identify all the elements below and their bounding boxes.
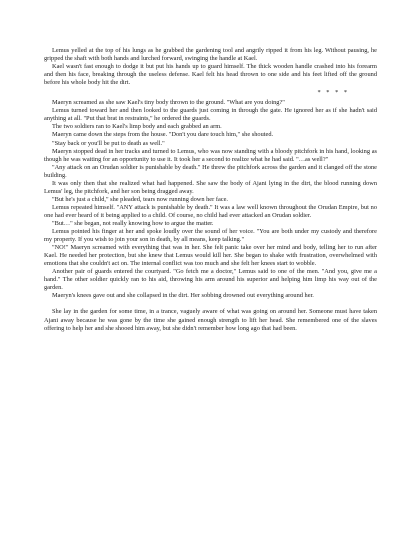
paragraph: Maeryn screamed as she saw Kael's tiny body thrown to the ground. "What are you doing?" <box>52 99 285 107</box>
paragraph: Lemus yelled at the top of his lungs as he grabbed the gardening tool and angrily ripped it from his leg. Without pausing, he gripped the shaft with both hands and lurched forward, swinging the handle at Kael. <box>44 47 377 63</box>
paragraph: Maeryn's knees gave out and she collapsed in the dirt. Her sobbing drowned out everything around her. <box>52 292 314 300</box>
paragraph: The two soldiers ran to Kael's limp body and each grabbed an arm. <box>52 123 222 131</box>
paragraph: She lay in the garden for some time, in a trance, vaguely aware of what was going on around her. Someone must have taken Ajani away because he was gone by the time she gained enough strength to lift her head. She remembered one of the slaves offering to help her and she shooed him away, but she didn't remember how long ago that had been. <box>44 308 377 332</box>
paragraph: Lemus repeated himself. "ANY attack is punishable by death." It was a law well known throughout the Orudan Empire, but no one had ever heard of it being applied to a child. Of course, no child had ever attacked an Orudan soldier. <box>44 203 377 219</box>
paragraph: "Any attack on an Orudan soldier is punishable by death." He threw the pitchfork across the garden and it clanged off the stone building. <box>44 163 377 179</box>
paragraph: Lemus turned toward her and then looked to the guards just coming in through the gate. He ignored her as if she hadn't said anything at all. "Put that brat in restraints," he ordered the guards. <box>44 107 377 123</box>
paragraph: Maeryn came down the steps from the house. "Don't you dare touch him," she shouted. <box>52 131 274 139</box>
paragraph: "But…" she began, not really knowing how to argue the matter. <box>52 219 214 227</box>
paragraph: "But he's just a child," she pleaded, tears now running down her face. <box>52 195 228 203</box>
paragraph: Kael wasn't fast enough to dodge it but put his hands up to guard himself. The thick wooden handle crashed into his forearm and then his face, breaking through the useless defense. Kael felt his head thrown to one side and his feet lifted off the ground before his whole body hit the dirt. <box>44 63 377 87</box>
paragraph: Lemus pointed his finger at her and spoke loudly over the sound of her voice. "You are both under my custody and therefore my property. If you wish to join your son in death, by all means, keep talking." <box>44 228 377 244</box>
paragraph: "NO!" Maeryn screamed with everything that was in her. She felt panic take over her mind and body, telling her to run after Kael. He needed her protection, but she knew that Lemus would kill her. She began to shake with frustration, overwhelmed with emotions that she couldn't act on. The internal conflict was too much and she felt her knees start to wobble. <box>44 244 377 268</box>
scene-break: * * * * <box>317 89 349 97</box>
paragraph: "Stay back or you'll be put to death as well." <box>52 139 165 147</box>
paragraph: Maeryn stopped dead in her tracks and turned to Lemus, who was now standing with a bloody pitchfork in his hand, looking as though he was waiting for an opportunity to use it. It took her a second to realize what he had said. "…as well?" <box>44 147 377 163</box>
paragraph: Another pair of guards entered the courtyard. "Go fetch me a doctor," Lemus said to one of the men. "And you, give me a hand." The other soldier quickly ran to his aid, throwing his arm around his superior and helping him limp his way out of the garden. <box>44 268 377 292</box>
book-page <box>44 47 377 333</box>
paragraph: It was only then that she realized what had happened. She saw the body of Ajani lying in the dirt, the blood running down Lemus' leg, the pitchfork, and her son being dragged away. <box>44 179 377 195</box>
